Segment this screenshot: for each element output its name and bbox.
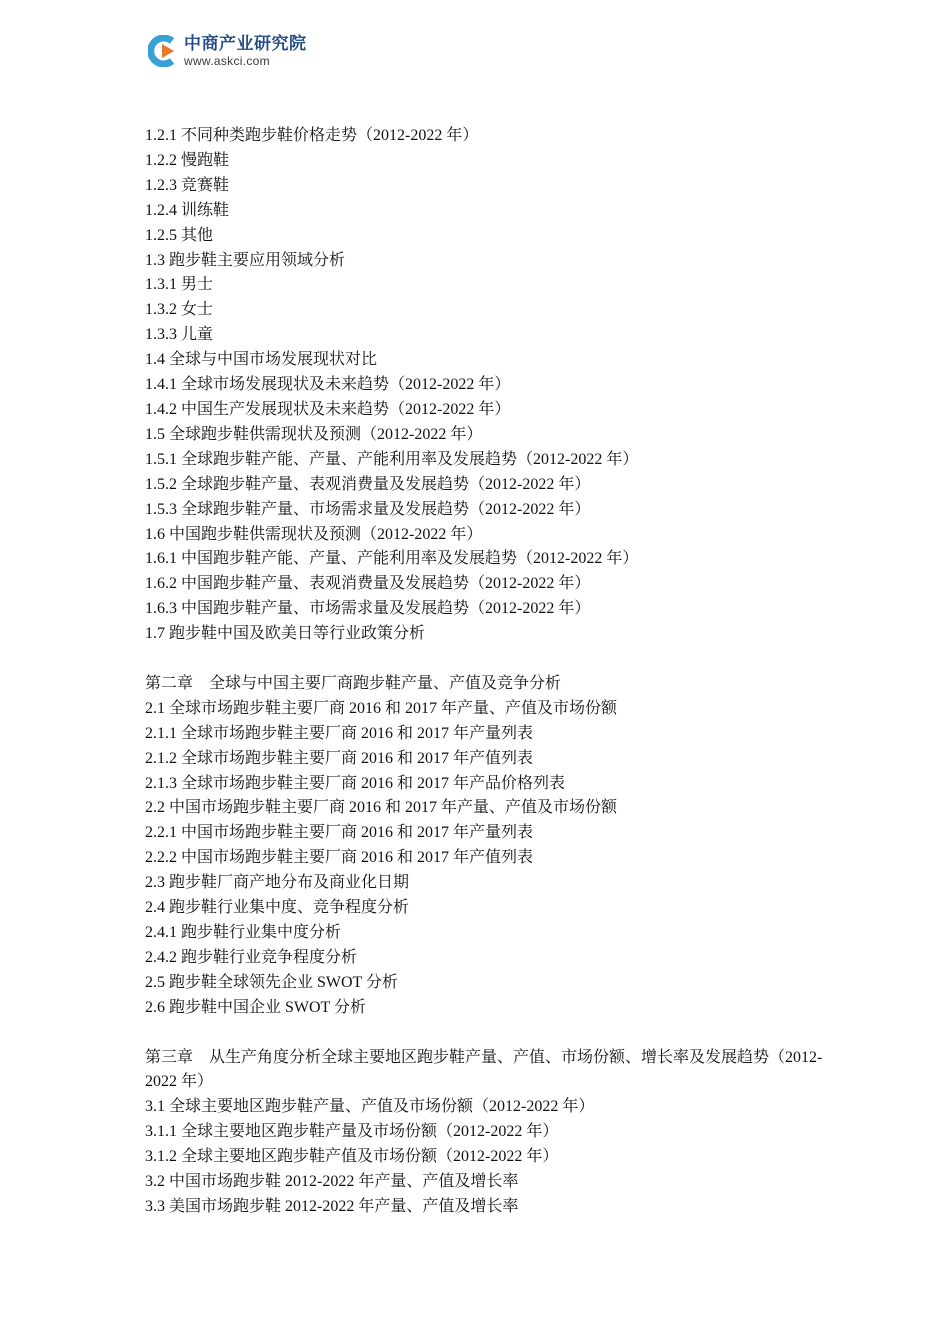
toc-item: 2.1.2 全球市场跑步鞋主要厂商 2016 和 2017 年产值列表	[145, 749, 534, 767]
toc-item: 1.2.3 竞赛鞋	[145, 176, 230, 194]
chapter-heading: 第二章 全球与中国主要厂商跑步鞋产量、产值及竞争分析	[145, 674, 562, 692]
toc-item: 1.2.5 其他	[145, 226, 214, 244]
toc-item: 1.5.1 全球跑步鞋产能、产量、产能利用率及发展趋势（2012-2022 年）	[145, 450, 639, 468]
table-of-contents	[145, 124, 845, 1220]
askci-logo-icon	[148, 35, 180, 67]
toc-item: 2.1.3 全球市场跑步鞋主要厂商 2016 和 2017 年产品价格列表	[145, 774, 566, 792]
toc-item: 3.1.2 全球主要地区跑步鞋产值及市场份额（2012-2022 年）	[145, 1148, 559, 1166]
toc-item: 1.4.2 中国生产发展现状及未来趋势（2012-2022 年）	[145, 400, 511, 418]
chapter-heading: 第三章 从生产角度分析全球主要地区跑步鞋产量、产值、市场份额、增长率及发展趋势（2012-2022 年）	[145, 1048, 823, 1091]
toc-item: 1.7 跑步鞋中国及欧美日等行业政策分析	[145, 625, 426, 643]
logo-name: 中商产业研究院	[184, 33, 307, 54]
toc-item: 3.3 美国市场跑步鞋 2012-2022 年产量、产值及增长率	[145, 1197, 519, 1215]
toc-item: 2.1.1 全球市场跑步鞋主要厂商 2016 和 2017 年产量列表	[145, 724, 534, 742]
toc-item: 1.2.4 训练鞋	[145, 201, 230, 219]
toc-item: 1.2.2 慢跑鞋	[145, 151, 230, 169]
toc-item: 2.4.2 跑步鞋行业竞争程度分析	[145, 948, 358, 966]
toc-item: 3.1.1 全球主要地区跑步鞋产量及市场份额（2012-2022 年）	[145, 1123, 559, 1141]
toc-item: 3.1 全球主要地区跑步鞋产量、产值及市场份额（2012-2022 年）	[145, 1098, 595, 1116]
toc-item: 1.5 全球跑步鞋供需现状及预测（2012-2022 年）	[145, 425, 483, 443]
toc-item: 2.2.1 中国市场跑步鞋主要厂商 2016 和 2017 年产量列表	[145, 824, 534, 842]
toc-item: 1.5.3 全球跑步鞋产量、市场需求量及发展趋势（2012-2022 年）	[145, 500, 591, 518]
toc-item: 1.5.2 全球跑步鞋产量、表观消费量及发展趋势（2012-2022 年）	[145, 475, 591, 493]
toc-item: 1.3 跑步鞋主要应用领域分析	[145, 251, 346, 269]
section-spacer	[145, 647, 845, 672]
toc-item: 2.2 中国市场跑步鞋主要厂商 2016 和 2017 年产量、产值及市场份额	[145, 799, 618, 817]
toc-item: 1.4.1 全球市场发展现状及未来趋势（2012-2022 年）	[145, 376, 511, 394]
toc-item: 2.2.2 中国市场跑步鞋主要厂商 2016 和 2017 年产值列表	[145, 849, 534, 867]
section-spacer	[145, 1021, 845, 1046]
toc-item: 3.2 中国市场跑步鞋 2012-2022 年产量、产值及增长率	[145, 1173, 519, 1191]
toc-item: 1.2.1 不同种类跑步鞋价格走势（2012-2022 年）	[145, 127, 479, 144]
logo-text	[184, 33, 307, 68]
logo-url: www.askci.com	[184, 53, 270, 68]
header	[148, 31, 307, 71]
toc-item: 1.6.1 中国跑步鞋产能、产量、产能利用率及发展趋势（2012-2022 年）	[145, 550, 639, 568]
toc-item: 1.6.2 中国跑步鞋产量、表观消费量及发展趋势（2012-2022 年）	[145, 575, 591, 593]
toc-item: 2.1 全球市场跑步鞋主要厂商 2016 和 2017 年产量、产值及市场份额	[145, 699, 618, 717]
toc-item: 2.4 跑步鞋行业集中度、竞争程度分析	[145, 899, 410, 917]
toc-item: 1.3.2 女士	[145, 301, 214, 319]
toc-item: 2.5 跑步鞋全球领先企业 SWOT 分析	[145, 973, 399, 991]
toc-item: 1.6 中国跑步鞋供需现状及预测（2012-2022 年）	[145, 525, 483, 543]
toc-item: 2.6 跑步鞋中国企业 SWOT 分析	[145, 998, 367, 1016]
toc-item: 1.6.3 中国跑步鞋产量、市场需求量及发展趋势（2012-2022 年）	[145, 600, 591, 618]
toc-item: 1.3.1 男士	[145, 276, 214, 294]
toc-item: 2.4.1 跑步鞋行业集中度分析	[145, 923, 342, 941]
toc-item: 1.4 全球与中国市场发展现状对比	[145, 351, 378, 369]
toc-item: 1.3.3 儿童	[145, 326, 214, 344]
toc-item: 2.3 跑步鞋厂商产地分布及商业化日期	[145, 874, 410, 892]
